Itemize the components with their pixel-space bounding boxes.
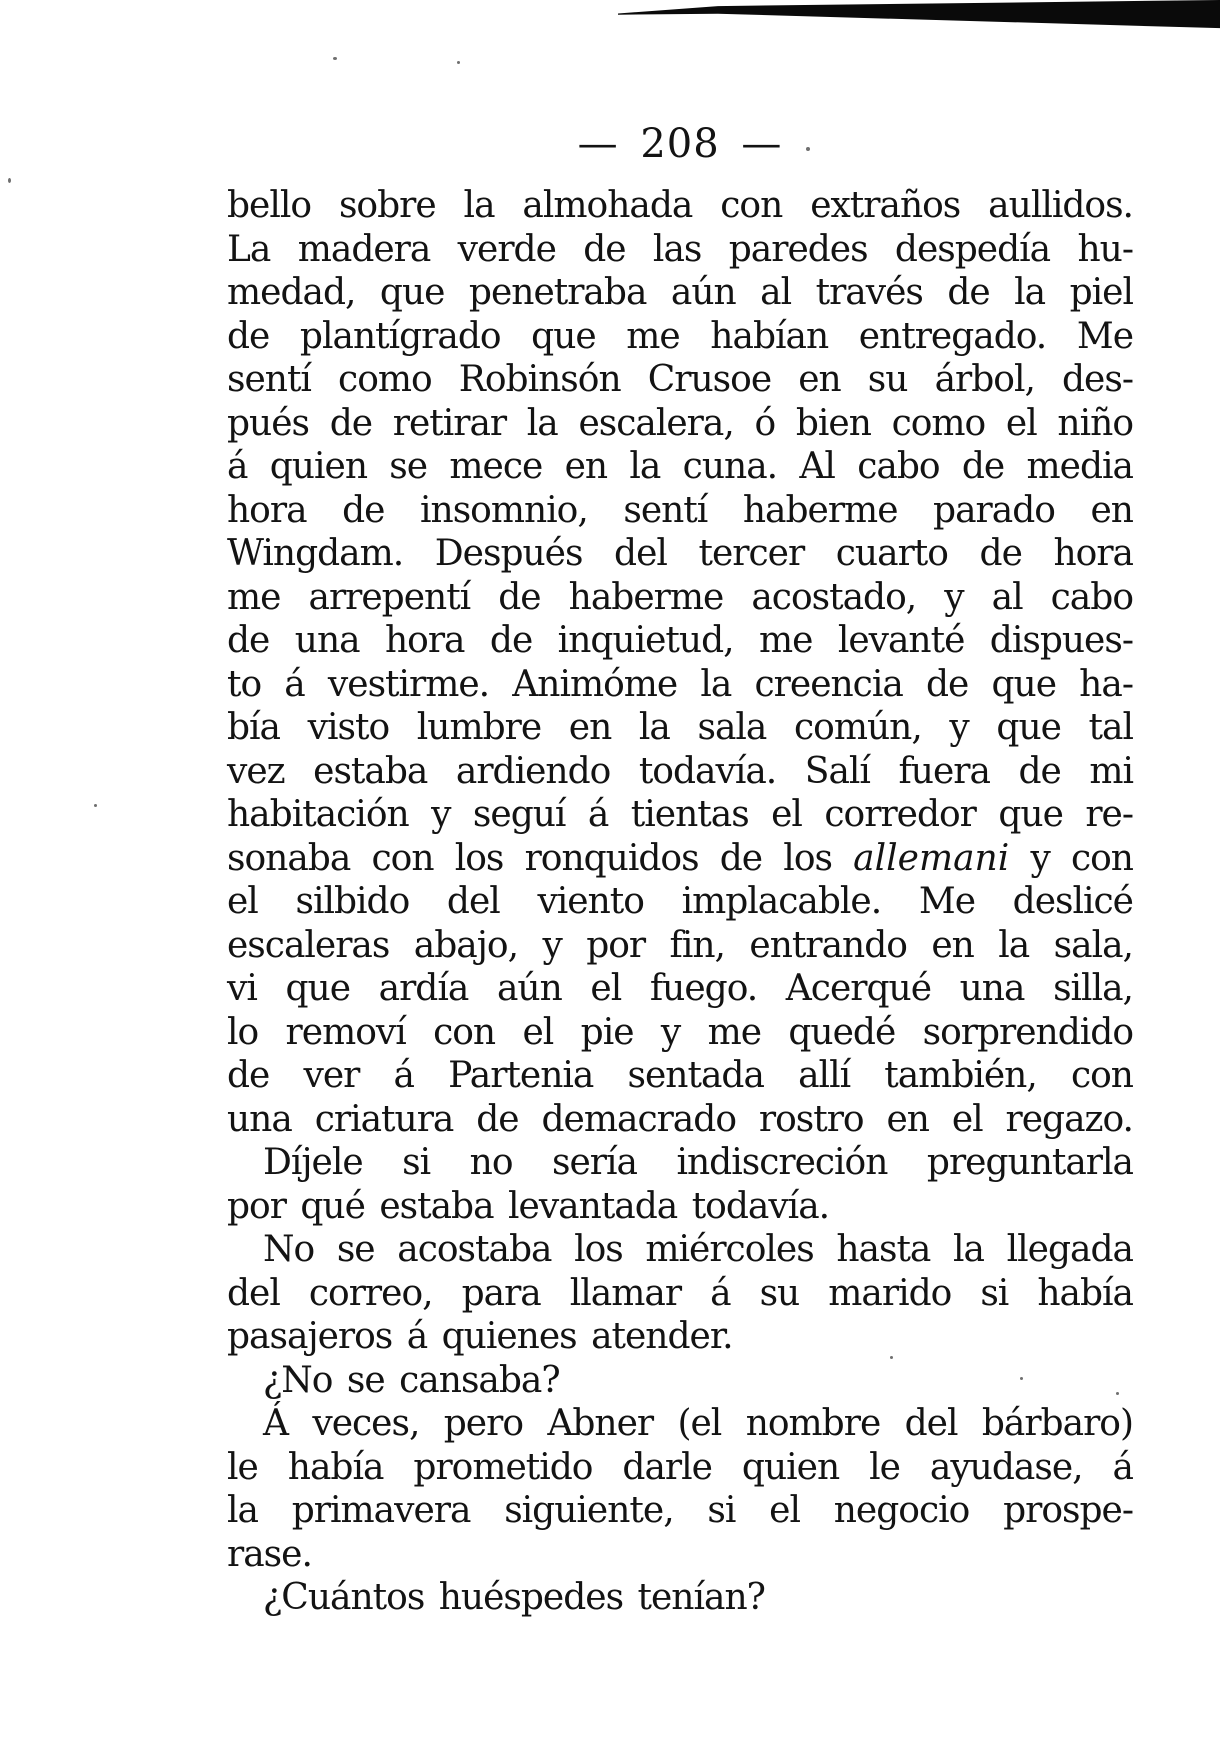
text-run: vez estaba ardiendo todavía. Salí fuera de mi — [227, 750, 1133, 792]
ink-speck — [94, 804, 97, 807]
text-line — [227, 793, 1133, 837]
text-run: á quien se mece en la cuna. Al cabo de media — [227, 446, 1133, 487]
text-run: Díjele si no sería indiscreción preguntarla — [263, 1142, 1133, 1183]
text-line — [227, 1446, 1133, 1490]
text-run: de ver á Partenia sentada allí también, con — [227, 1055, 1133, 1096]
text-line — [227, 1359, 1133, 1403]
text-line — [227, 358, 1133, 402]
text-run: vi que ardía aún el fuego. Acerqué una silla, — [227, 968, 1133, 1009]
text-line — [227, 967, 1133, 1011]
text-run: habitación y seguí á tientas el corredor que re- — [227, 794, 1133, 835]
text-run: de una hora de inquietud, me levanté dispues- — [227, 620, 1133, 661]
text-line — [227, 576, 1133, 620]
text-line — [227, 1011, 1133, 1055]
text-line — [227, 880, 1133, 924]
text-run: le había prometido darle quien le ayudase, á — [227, 1446, 1133, 1488]
text-line — [227, 663, 1133, 707]
text-run: bello sobre la almohada con extraños aullidos. — [227, 185, 1133, 226]
text-run: No se acostaba los miércoles hasta la llegada — [263, 1229, 1133, 1270]
text-run: hora de insomnio, sentí haberme parado en — [227, 489, 1133, 531]
text-run: de plantígrado que me habían entregado. Me — [227, 315, 1133, 357]
ink-speck — [457, 61, 460, 64]
text-run: pasajeros á quienes atender. — [227, 1316, 733, 1357]
text-line — [227, 402, 1133, 446]
ink-speck — [8, 178, 11, 183]
text-line — [227, 1533, 1133, 1577]
text-run: sonaba con los ronquidos de los — [227, 837, 854, 879]
text-line — [227, 445, 1133, 489]
text-line — [227, 1054, 1133, 1098]
text-run: Á veces, pero Abner (el nombre del bárbaro) — [263, 1403, 1133, 1444]
ink-speck — [1020, 1377, 1023, 1380]
text-run: escaleras abajo, y por fin, entrando en la sala, — [227, 924, 1133, 966]
text-run: por qué estaba levantada todavía. — [227, 1185, 830, 1227]
ink-speck — [1116, 1392, 1119, 1395]
text-run: y con — [1009, 837, 1133, 879]
text-run: ¿Cuántos huéspedes tenían? — [263, 1577, 765, 1618]
text-run: pués de retirar la escalera, ó bien como el niño — [227, 402, 1133, 444]
text-run: una criatura de demacrado rostro en el regazo. — [227, 1098, 1133, 1140]
text-line — [227, 1315, 1133, 1359]
text-line — [227, 1228, 1133, 1272]
text-line — [227, 1141, 1133, 1185]
text-run: ¿No se cansaba? — [263, 1359, 560, 1401]
text-line — [227, 315, 1133, 359]
text-line — [227, 1098, 1133, 1142]
text-line — [227, 489, 1133, 533]
text-run: rase. — [227, 1533, 312, 1575]
text-line — [227, 750, 1133, 794]
italic-term: allemani — [853, 837, 1010, 879]
ink-speck — [333, 57, 337, 60]
text-run: medad, que penetraba aún al través de la piel — [227, 272, 1133, 313]
text-line — [227, 924, 1133, 968]
text-line — [227, 837, 1133, 881]
scan-smudge-artifact — [618, 0, 1220, 32]
text-run: la primavera siguiente, si el negocio prospe- — [227, 1490, 1133, 1531]
text-run: del correo, para llamar á su marido si había — [227, 1272, 1133, 1314]
text-line — [227, 706, 1133, 750]
ink-speck — [806, 147, 810, 151]
text-line — [227, 184, 1133, 228]
text-line — [227, 1185, 1133, 1229]
text-line — [227, 1272, 1133, 1316]
text-line — [227, 228, 1133, 272]
text-line — [227, 532, 1133, 576]
text-line — [227, 619, 1133, 663]
text-line — [227, 1489, 1133, 1533]
page-text — [227, 184, 1133, 1620]
page-number: — 208 — — [577, 121, 783, 167]
text-run: sentí como Robinsón Crusoe en su árbol, des- — [227, 359, 1133, 400]
text-run: bía visto lumbre en la sala común, y que tal — [227, 707, 1133, 748]
text-line — [227, 1576, 1133, 1620]
text-line — [227, 271, 1133, 315]
text-run: Wingdam. Después del tercer cuarto de hora — [227, 533, 1133, 574]
text-run: to á vestirme. Animóme la creencia de que ha- — [227, 663, 1133, 705]
text-line — [227, 1402, 1133, 1446]
ink-speck — [890, 1356, 893, 1359]
text-run: me arrepentí de haberme acostado, y al cabo — [227, 576, 1133, 618]
text-run: lo removí con el pie y me quedé sorprendido — [227, 1011, 1133, 1053]
text-run: el silbido del viento implacable. Me deslicé — [227, 881, 1133, 922]
text-run: La madera verde de las paredes despedía hu- — [227, 228, 1133, 270]
